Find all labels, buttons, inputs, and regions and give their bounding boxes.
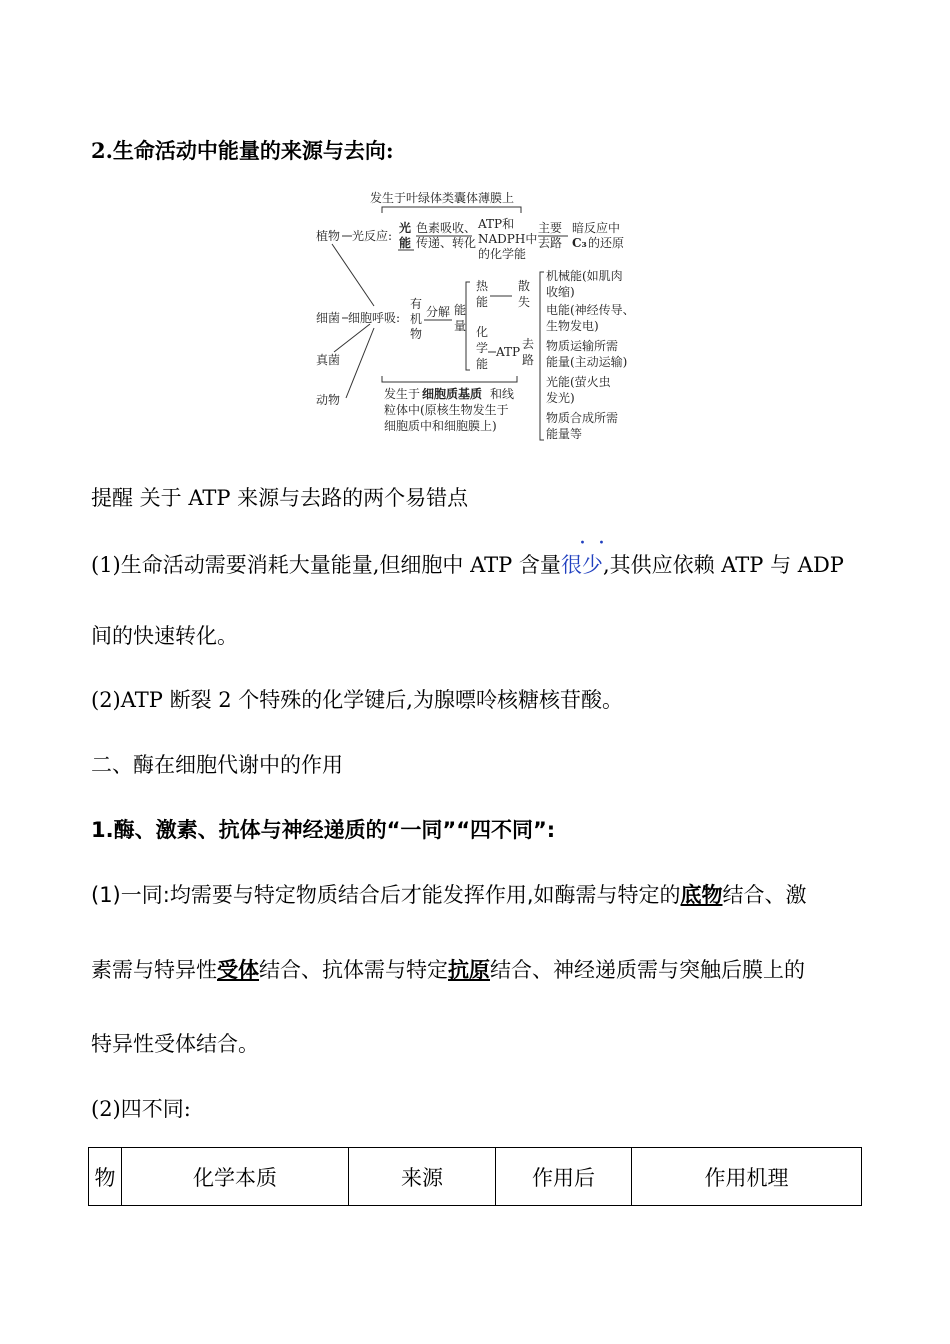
svg-text:能量(主动运输): 能量(主动运输) bbox=[546, 355, 628, 369]
svg-text:能量等: 能量等 bbox=[546, 427, 583, 441]
paragraph-2: (2)ATP 断裂 2 个特殊的化学键后,为腺嘌呤核糖核苷酸。 bbox=[91, 688, 623, 712]
svg-text:暗反应中: 暗反应中 bbox=[572, 221, 621, 235]
svg-text:生物发电): 生物发电) bbox=[546, 319, 599, 333]
svg-text:机: 机 bbox=[410, 312, 423, 326]
svg-text:传递、转化: 传递、转化 bbox=[416, 236, 477, 250]
svg-text:细胞呼吸:: 细胞呼吸: bbox=[348, 311, 401, 325]
svg-text:物: 物 bbox=[410, 327, 423, 341]
paragraph-1-cont: 间的快速转化。 bbox=[91, 624, 238, 648]
paragraph-1: (1)生命活动需要消耗大量能量,但细胞中 ATP 含量很少,其供应依赖 ATP 与 ADP bbox=[91, 553, 844, 577]
svg-text:去: 去 bbox=[522, 337, 535, 351]
svg-text:分解: 分解 bbox=[426, 305, 451, 319]
svg-text:光: 光 bbox=[399, 221, 412, 235]
paragraph-3: (1)一同:均需要与特定物质结合后才能发挥作用,如酶需与特定的底物结合、激 bbox=[91, 883, 807, 907]
svg-text:的还原: 的还原 bbox=[588, 236, 625, 250]
table-header-cell: 物 bbox=[89, 1148, 122, 1206]
svg-text:色素吸收、: 色素吸收、 bbox=[416, 221, 477, 235]
plant-label: 植物 bbox=[316, 229, 341, 243]
svg-text:失: 失 bbox=[518, 295, 531, 309]
svg-text:主要: 主要 bbox=[538, 221, 563, 235]
svg-text:能: 能 bbox=[476, 357, 489, 371]
svg-text:和线: 和线 bbox=[490, 387, 515, 401]
svg-text:光能(萤火虫: 光能(萤火虫 bbox=[546, 375, 611, 389]
svg-text:的化学能: 的化学能 bbox=[478, 247, 527, 261]
table-header-cell: 来源 bbox=[349, 1148, 496, 1206]
comparison-table bbox=[88, 1147, 862, 1206]
term-substrate: 底物 bbox=[680, 883, 723, 907]
svg-text:粒体中(原核生物发生于: 粒体中(原核生物发生于 bbox=[384, 403, 509, 417]
paragraph-3-end: 特异性受体结合。 bbox=[91, 1032, 259, 1056]
term-receptor: 受体 bbox=[217, 958, 259, 982]
svg-text:学: 学 bbox=[476, 341, 489, 355]
svg-text:化: 化 bbox=[476, 325, 489, 339]
svg-text:量: 量 bbox=[454, 319, 467, 333]
heading-3: 1.酶、激素、抗体与神经递质的“一同”“四不同”: bbox=[91, 818, 556, 842]
svg-text:能: 能 bbox=[476, 295, 489, 309]
top-note: 发生于叶绿体类囊体薄膜上 bbox=[370, 191, 515, 205]
svg-text:真菌: 真菌 bbox=[316, 353, 341, 367]
svg-text:发光): 发光) bbox=[546, 391, 575, 405]
table-header-cell: 化学本质 bbox=[122, 1148, 349, 1206]
svg-text:去路: 去路 bbox=[538, 236, 563, 250]
svg-text:ATP: ATP bbox=[496, 345, 521, 359]
energy-flow-diagram bbox=[312, 188, 650, 450]
table-header-cell: 作用机理 bbox=[632, 1148, 862, 1206]
svg-text:电能(神经传导、: 电能(神经传导、 bbox=[546, 303, 635, 317]
svg-text:细胞质基质: 细胞质基质 bbox=[422, 387, 483, 401]
svg-text:细菌: 细菌 bbox=[316, 311, 341, 325]
table-header-cell: 作用后 bbox=[496, 1148, 632, 1206]
heading-2: 二、酶在细胞代谢中的作用 bbox=[91, 753, 343, 777]
svg-text:热: 热 bbox=[476, 279, 489, 293]
svg-text:能: 能 bbox=[399, 236, 412, 250]
svg-text:路: 路 bbox=[522, 353, 535, 367]
svg-text:发生于: 发生于 bbox=[384, 387, 421, 401]
section-title: 2.生命活动中能量的来源与去向: bbox=[91, 138, 394, 163]
svg-text:动物: 动物 bbox=[316, 393, 341, 407]
emphasis-text: 很少 bbox=[560, 553, 603, 577]
svg-text:物质合成所需: 物质合成所需 bbox=[546, 411, 619, 425]
svg-text:散: 散 bbox=[518, 279, 531, 293]
tip-line: 提醒 关于 ATP 来源与去路的两个易错点 bbox=[91, 486, 469, 510]
svg-text:收缩): 收缩) bbox=[546, 285, 575, 299]
svg-text:机械能(如肌肉: 机械能(如肌肉 bbox=[546, 269, 623, 283]
photo-label: 光反应: bbox=[352, 229, 393, 243]
term-antigen: 抗原 bbox=[448, 958, 490, 982]
paragraph-4: (2)四不同: bbox=[91, 1097, 191, 1121]
svg-text:NADPH中: NADPH中 bbox=[478, 232, 538, 246]
svg-text:ATP和: ATP和 bbox=[478, 217, 515, 231]
svg-text:能: 能 bbox=[454, 303, 467, 317]
table-row bbox=[89, 1148, 862, 1206]
svg-text:有: 有 bbox=[410, 297, 423, 311]
emphasis-dots: ·· bbox=[579, 531, 617, 556]
svg-text:细胞质中和细胞膜上): 细胞质中和细胞膜上) bbox=[384, 419, 497, 433]
paragraph-3-cont: 素需与特异性受体结合、抗体需与特定抗原结合、神经递质需与突触后膜上的 bbox=[91, 958, 805, 982]
svg-text:物质运输所需: 物质运输所需 bbox=[546, 339, 619, 353]
svg-text:C₃: C₃ bbox=[572, 236, 587, 250]
